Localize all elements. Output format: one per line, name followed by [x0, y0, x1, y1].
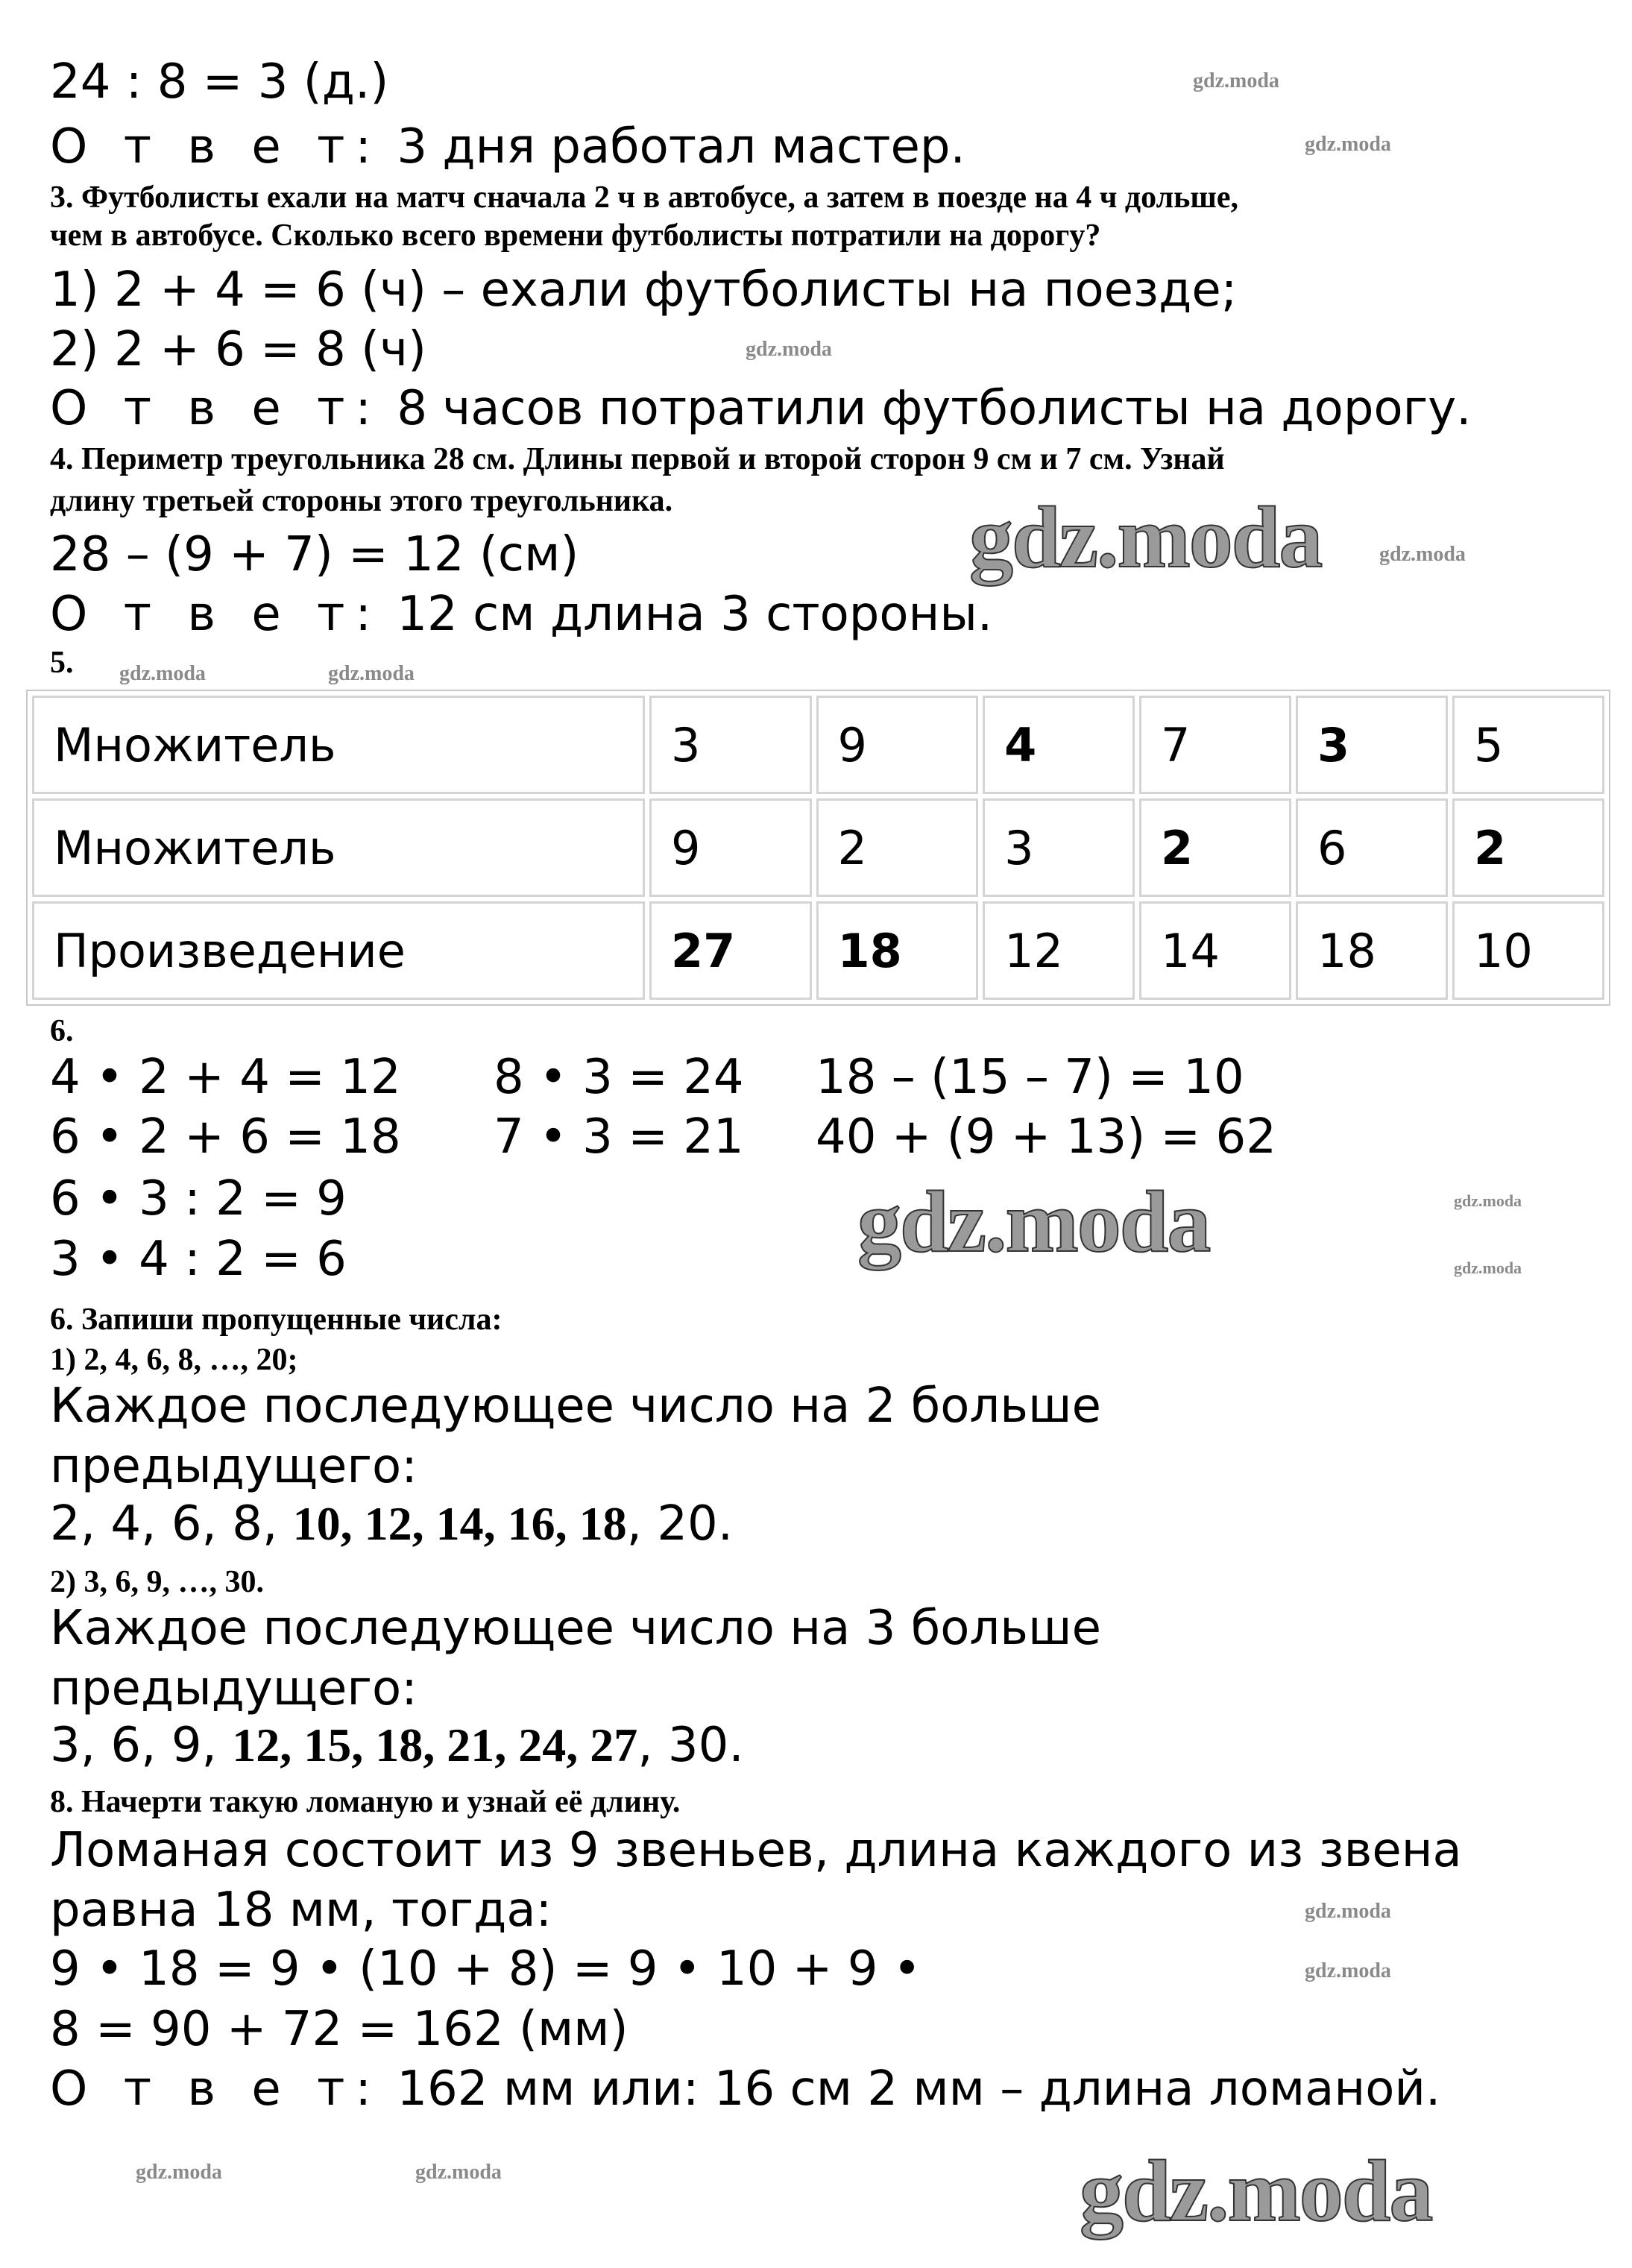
table-row [32, 901, 1604, 1000]
table-cell: 3 [983, 798, 1135, 897]
watermark: gdz.moda [1305, 1959, 1391, 1982]
task-7-text: 6. Запиши пропущенные числа: [50, 1302, 502, 1337]
sequence [50, 1496, 734, 1552]
equation: 6 • 2 + 6 = 18 [50, 1109, 401, 1165]
sequence-missing: 10, 12, 14, 16, 18 [292, 1497, 627, 1550]
sequence [50, 1718, 744, 1773]
row-label: Произведение [32, 901, 645, 1000]
equation: 6 • 3 : 2 = 9 [50, 1171, 347, 1226]
table-cell: 27 [649, 901, 812, 1000]
multiplication-table [26, 690, 1610, 1006]
task-3-step-1: 1) 2 + 4 = 6 (ч) – ехали футболисты на поезде; [50, 262, 1238, 318]
equation: 3 • 4 : 2 = 6 [50, 1232, 347, 1287]
solution-line: Ломаная состоит из 9 звеньев, длина каждого из звена [50, 1823, 1462, 1878]
table-cell: 9 [649, 798, 812, 897]
task-3-text: 3. Футболисты ехали на матч сначала 2 ч в автобусе, а затем в поезде на 4 ч дольше, [50, 180, 1238, 215]
equation: 4 • 2 + 4 = 12 [50, 1050, 401, 1105]
table-cell: 18 [1296, 901, 1448, 1000]
solution-line: 8 = 90 + 72 = 162 (мм) [50, 2002, 628, 2057]
table-row [32, 696, 1604, 794]
solution-line: равна 18 мм, тогда: [50, 1883, 552, 1938]
answer-label: О т в е т: [50, 119, 382, 174]
solution-line: 9 • 18 = 9 • (10 + 8) = 9 • 10 + 9 • [50, 1941, 921, 1997]
table-cell: 2 [816, 798, 979, 897]
equation: 40 + (9 + 13) = 62 [816, 1109, 1276, 1165]
task-3-step-2: 2) 2 + 6 = 8 (ч) [50, 322, 426, 377]
table-cell: 2 [1139, 798, 1291, 897]
answer-text: 8 часов потратили футболисты на дорогу. [381, 381, 1472, 436]
watermark: gdz.moda [1454, 1191, 1522, 1210]
table-cell: 5 [1452, 696, 1604, 794]
table-cell: 4 [983, 696, 1135, 794]
watermark-logo: gdz.moda [969, 488, 1322, 586]
table-cell: 3 [649, 696, 812, 794]
watermark: gdz.moda [746, 338, 832, 361]
sequence-end: , 30. [637, 1718, 744, 1773]
watermark: gdz.moda [415, 2161, 502, 2184]
sequence-start: 2, 4, 6, 8, [50, 1496, 293, 1552]
answer-text: 162 мм или: 16 см 2 мм – длина ломаной. [381, 2061, 1441, 2117]
answer-label: О т в е т: [50, 587, 382, 642]
task-3-answer [50, 381, 1472, 436]
watermark-logo: gdz.moda [857, 1173, 1210, 1270]
task-7-part-1: 1) 2, 4, 6, 8, …, 20; [50, 1343, 298, 1377]
calc-line: 24 : 8 = 3 (д.) [50, 54, 389, 110]
explanation: Каждое последующее число на 3 больше [50, 1601, 1101, 1656]
task-4-text-cont: длину третьей стороны этого треугольника. [50, 484, 673, 518]
answer-text: 3 дня работал мастер. [381, 119, 965, 174]
table-cell: 12 [983, 901, 1135, 1000]
task-4-step: 28 – (9 + 7) = 12 (см) [50, 527, 579, 582]
row-label: Множитель [32, 798, 645, 897]
watermark: gdz.moda [1454, 1259, 1522, 1277]
equation: 8 • 3 = 24 [494, 1050, 744, 1105]
task-4-answer [50, 587, 993, 642]
answer-line [50, 119, 965, 174]
explanation: предыдущего: [50, 1661, 418, 1716]
table-cell: 14 [1139, 901, 1291, 1000]
table-cell: 2 [1452, 798, 1604, 897]
table-cell: 6 [1296, 798, 1448, 897]
sequence-start: 3, 6, 9, [50, 1718, 233, 1773]
table-row [32, 798, 1604, 897]
table-cell: 9 [816, 696, 979, 794]
answer-label: О т в е т: [50, 381, 382, 436]
watermark: gdz.moda [1379, 543, 1466, 566]
task-6-number: 6. [50, 1014, 74, 1048]
watermark: gdz.moda [1305, 133, 1391, 156]
table-cell: 18 [816, 901, 979, 1000]
watermark-logo: gdz.moda [1080, 2142, 1432, 2240]
task-8-answer [50, 2061, 1441, 2117]
row-label: Множитель [32, 696, 645, 794]
watermark: gdz.moda [136, 2161, 222, 2184]
table-cell: 7 [1139, 696, 1291, 794]
explanation: предыдущего: [50, 1439, 418, 1494]
task-4-text: 4. Периметр треугольника 28 см. Длины первой и второй сторон 9 см и 7 см. Узнай [50, 442, 1225, 476]
watermark: gdz.moda [328, 662, 415, 685]
table-cell: 10 [1452, 901, 1604, 1000]
explanation: Каждое последующее число на 2 больше [50, 1379, 1101, 1434]
watermark: gdz.moda [119, 662, 206, 685]
table-cell: 3 [1296, 696, 1448, 794]
watermark: gdz.moda [1305, 1900, 1391, 1923]
answer-text: 12 см длина 3 стороны. [381, 587, 993, 642]
task-8-text: 8. Начерти такую ломаную и узнай её длину. [50, 1785, 681, 1819]
equation: 18 – (15 – 7) = 10 [816, 1050, 1244, 1105]
equation: 7 • 3 = 21 [494, 1109, 744, 1165]
sequence-missing: 12, 15, 18, 21, 24, 27 [232, 1719, 638, 1771]
sequence-end: , 20. [626, 1496, 734, 1552]
task-3-text-cont: чем в автобусе. Сколько всего времени футболисты потратили на дорогу? [50, 218, 1101, 253]
task-7-part-2: 2) 3, 6, 9, …, 30. [50, 1565, 264, 1599]
task-5-number: 5. [50, 646, 74, 680]
watermark: gdz.moda [1193, 69, 1279, 92]
answer-label: О т в е т: [50, 2061, 382, 2117]
